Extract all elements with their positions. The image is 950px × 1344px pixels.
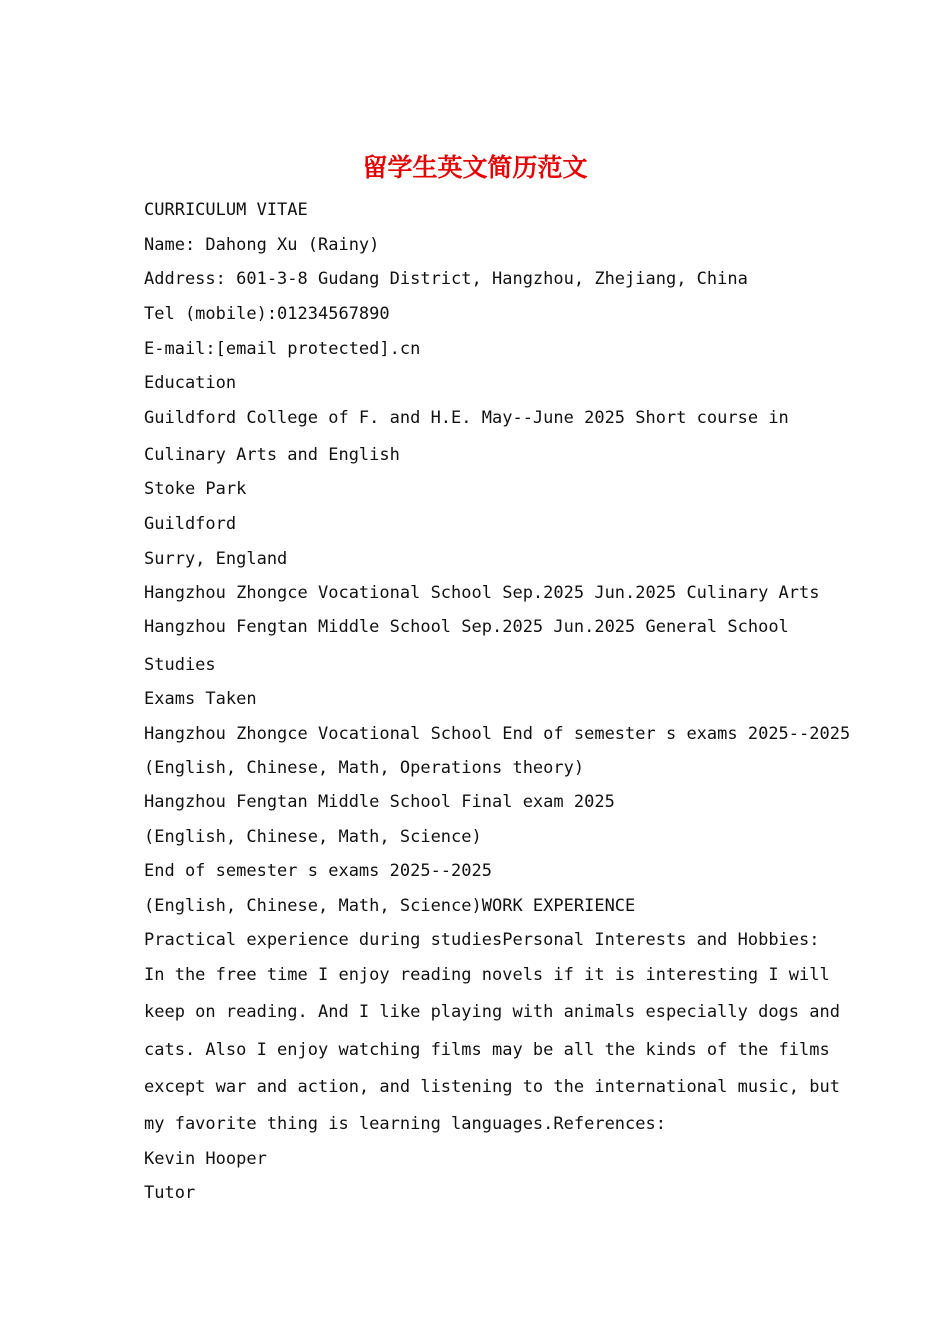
phone-line: Tel (mobile):01234567890: [144, 304, 390, 324]
education-heading: Education: [144, 373, 237, 393]
exams-heading: Exams Taken: [144, 689, 257, 709]
education-entry-line: Stoke Park: [144, 479, 247, 499]
education-entry-line: Guildford: [144, 514, 237, 534]
hobbies-paragraph-line: my favorite thing is learning languages.References:: [144, 1114, 666, 1134]
cv-heading: CURRICULUM VITAE: [144, 200, 308, 220]
education-entry-line: Studies: [144, 655, 216, 675]
exam-entry-line: Hangzhou Zhongce Vocational School End of semester s exams 2025--2025: [144, 724, 851, 744]
education-entry-line: Culinary Arts and English: [144, 445, 400, 465]
email-line: E-mail:[email protected].cn: [144, 339, 421, 359]
hobbies-paragraph-line: except war and action, and listening to the international music, but: [144, 1077, 840, 1097]
hobbies-paragraph-line: keep on reading. And I like playing with animals especially dogs and: [144, 1002, 840, 1022]
address-line: Address: 601-3-8 Gudang District, Hangzhou, Zhejiang, China: [144, 269, 748, 289]
reference-name: Kevin Hooper: [144, 1149, 267, 1169]
reference-role: Tutor: [144, 1183, 196, 1203]
exam-entry-line: Hangzhou Fengtan Middle School Final exam 2025: [144, 792, 615, 812]
name-line: Name: Dahong Xu (Rainy): [144, 235, 380, 255]
education-entry-line: Surry, England: [144, 549, 288, 569]
document-title: 留学生英文简历范文: [362, 153, 588, 182]
experience-line: Practical experience during studiesPersonal Interests and Hobbies:: [144, 930, 820, 950]
hobbies-paragraph-line: In the free time I enjoy reading novels if it is interesting I will: [144, 965, 830, 985]
exam-entry-line: End of semester s exams 2025--2025: [144, 861, 492, 881]
exam-entry-line: (English, Chinese, Math, Science): [144, 827, 482, 847]
education-entry-line: Guildford College of F. and H.E. May--June 2025 Short course in: [144, 408, 789, 428]
education-entry-line: Hangzhou Zhongce Vocational School Sep.2025 Jun.2025 Culinary Arts: [144, 583, 820, 603]
exam-entry-line: (English, Chinese, Math, Operations theory): [144, 758, 585, 778]
education-entry-line: Hangzhou Fengtan Middle School Sep.2025 Jun.2025 General School: [144, 617, 789, 637]
hobbies-paragraph-line: cats. Also I enjoy watching films may be all the kinds of the films: [144, 1040, 830, 1060]
exam-entry-line: (English, Chinese, Math, Science)WORK EXPERIENCE: [144, 896, 636, 916]
